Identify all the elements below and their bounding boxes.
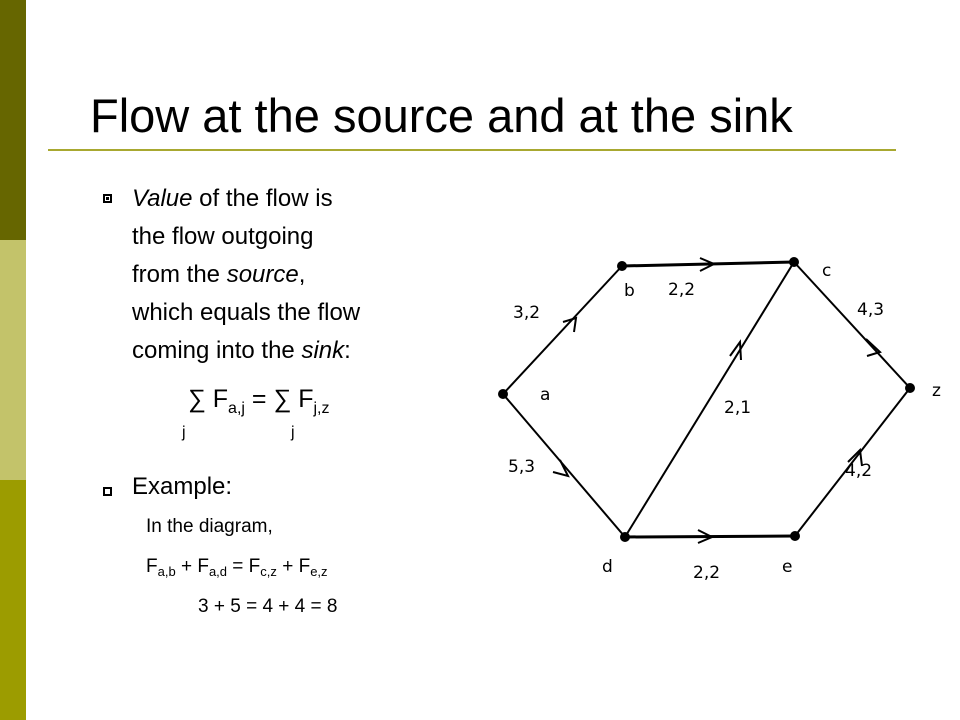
formula-left-subscript: a,j <box>228 400 245 417</box>
eq-sub-4: e,z <box>310 564 328 579</box>
intro-line-3-end: , <box>298 261 306 288</box>
edge-c-z <box>794 262 910 388</box>
arrowhead-a-b <box>563 318 576 332</box>
formula-left-sum: ∑ F <box>188 385 229 413</box>
eq-sub-3: c,z <box>260 564 277 579</box>
formula-left-index: j <box>182 424 186 441</box>
example-heading: Example: <box>132 473 233 500</box>
node-label-b: b <box>624 281 635 301</box>
value-term: Value <box>132 185 193 212</box>
eq-term-4: + F <box>276 556 311 577</box>
sink-term: sink <box>301 337 345 364</box>
formula-right-subscript: j,z <box>313 400 330 417</box>
edge-label-a-b: 3,2 <box>513 303 541 323</box>
node-z-dot <box>905 383 915 393</box>
edge-b-c <box>622 262 794 266</box>
edge-label-b-c: 2,2 <box>668 280 696 300</box>
node-e-dot <box>790 531 800 541</box>
eq-sub-2: a,d <box>208 564 228 579</box>
eq-term-3: = F <box>227 556 261 577</box>
edge-label-c-z: 4,3 <box>857 300 885 320</box>
example-numeric: 3 + 5 = 4 + 4 = 8 <box>198 596 338 617</box>
node-c-dot <box>789 257 799 267</box>
intro-line-5-end: : <box>344 337 351 364</box>
eq-sub-1: a,b <box>157 564 176 579</box>
node-label-d: d <box>602 557 613 577</box>
edge-a-b <box>503 266 622 394</box>
edge-label-d-c: 2,1 <box>724 398 752 418</box>
edge-label-e-z: 4,2 <box>845 461 873 481</box>
intro-line-2: the flow outgoing <box>132 223 314 250</box>
node-label-c: c <box>822 261 832 281</box>
eq-term-1: F <box>146 556 158 577</box>
node-d-dot <box>620 532 630 542</box>
slide-title: Flow at the source and at the sink <box>90 89 793 142</box>
node-a-dot <box>498 389 508 399</box>
intro-line-3: from the <box>132 261 227 288</box>
edge-label-d-e: 2,2 <box>693 563 721 583</box>
node-label-a: a <box>540 385 551 405</box>
intro-line-1: of the flow is <box>192 185 333 212</box>
edge-label-a-d: 5,3 <box>508 457 536 477</box>
node-b-dot <box>617 261 627 271</box>
edge-d-c <box>625 262 794 537</box>
source-term: source <box>226 261 299 288</box>
intro-line-5: coming into the <box>132 337 302 364</box>
eq-term-2: + F <box>175 556 209 577</box>
formula-right-sum: = ∑ F <box>244 385 314 413</box>
example-intro: In the diagram, <box>146 516 273 537</box>
intro-line-4: which equals the flow <box>132 299 361 326</box>
formula-right-index: j <box>291 424 295 441</box>
node-label-e: e <box>782 557 793 577</box>
node-label-z: z <box>932 381 941 401</box>
